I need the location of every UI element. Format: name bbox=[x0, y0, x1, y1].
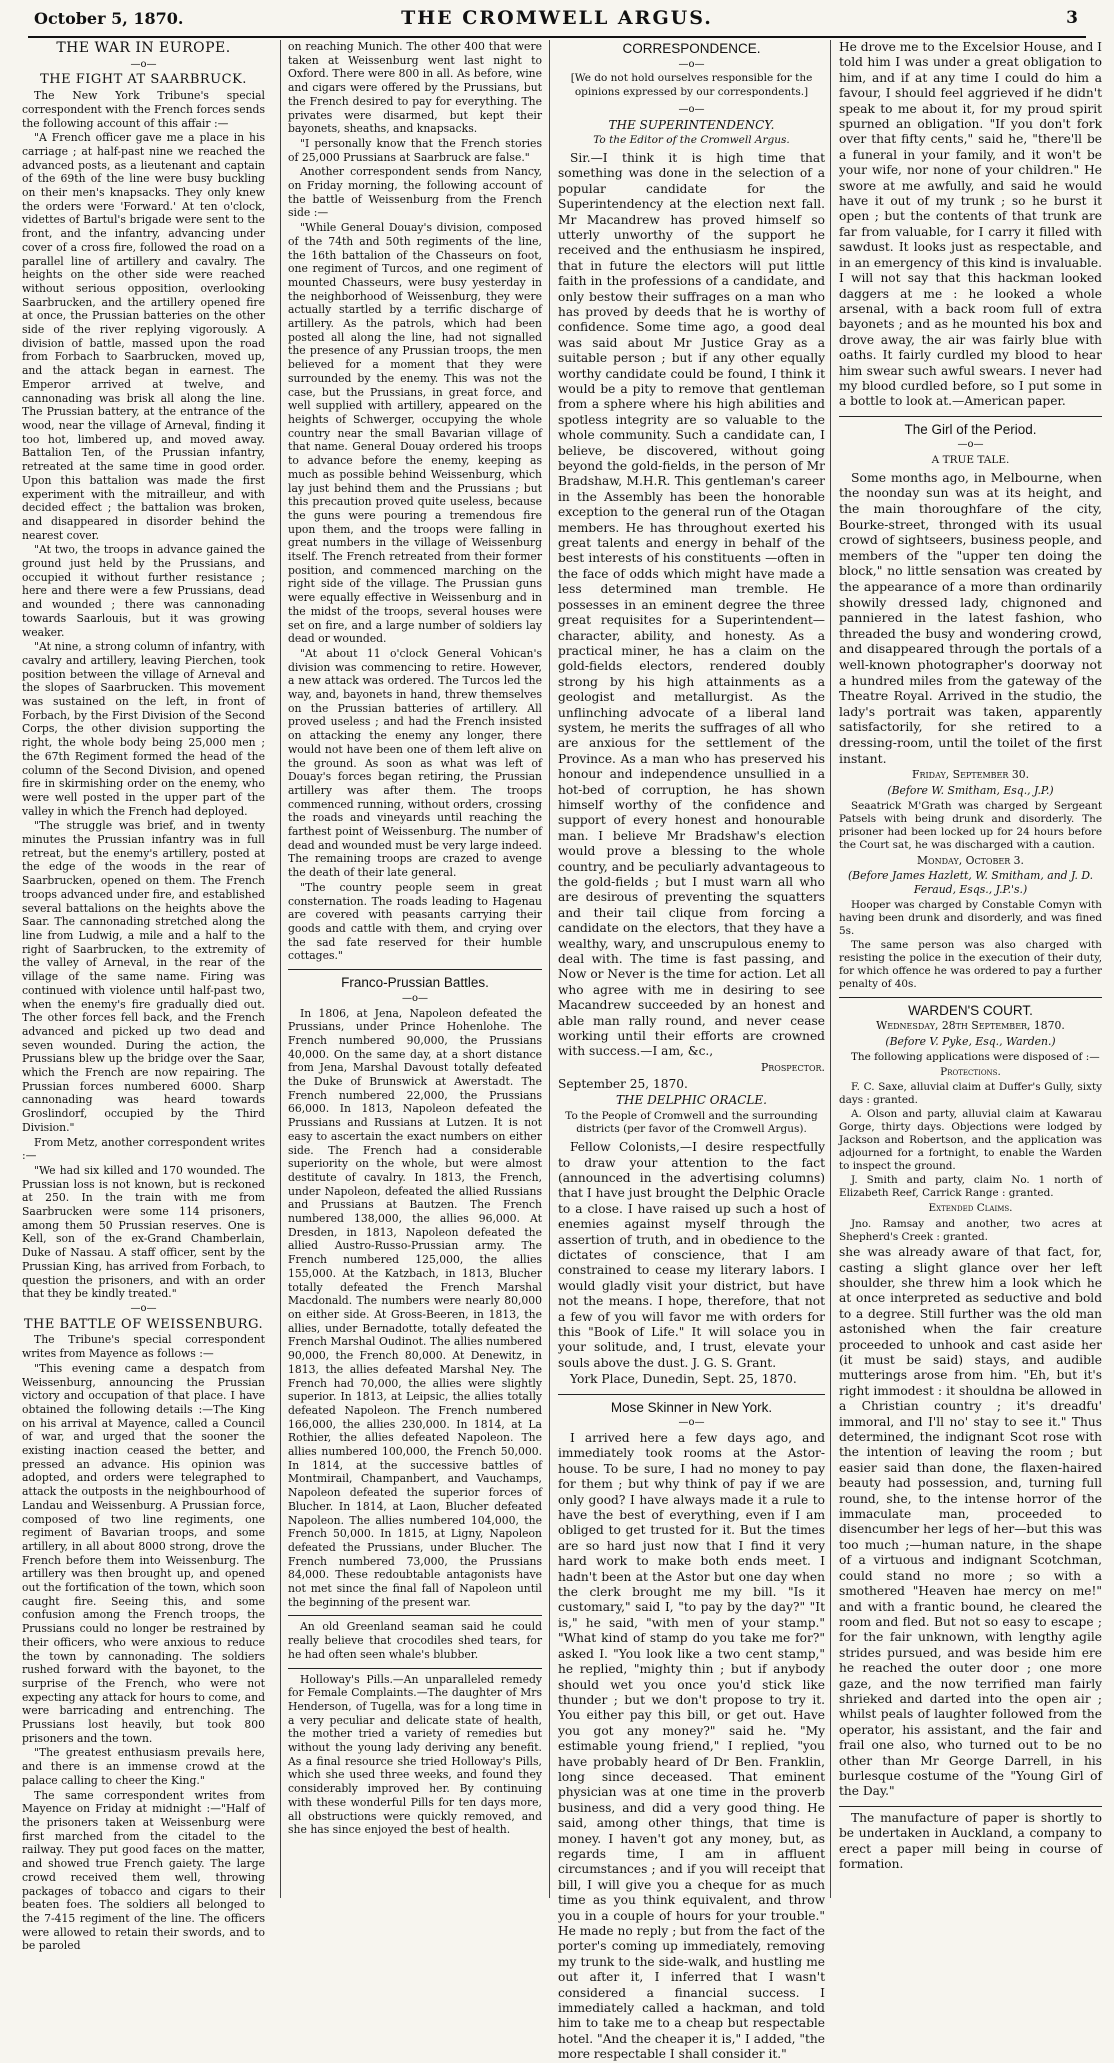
court-date: Friday, September 30. bbox=[911, 768, 1030, 782]
section-heading-war: THE WAR IN EUROPE. bbox=[56, 40, 231, 56]
separator: —o— bbox=[957, 439, 984, 451]
court-case: F. C. Saxe, alluvial claim at Duffer's Gully, sixty days : granted. bbox=[839, 1081, 1102, 1107]
divider bbox=[839, 997, 1102, 998]
paragraph: "At two, the troops in advance gained the ground just held by the Prussians, and occupied it without further resistance ; here and there were a few Prussians, dead and wounded ; there was cannonading towards Saarlouis, but it was growing weaker. bbox=[22, 543, 265, 639]
paragraph: "The greatest enthusiasm prevails here, and there is an immense crowd at the palace calling to cheer the King." bbox=[22, 1746, 265, 1787]
paragraph: An old Greenland seaman said he could really believe that crocodiles shed tears, for he had often seen whale's blubber. bbox=[288, 1620, 542, 1661]
court-case: Jno. Ramsay and another, two acres at Shepherd's Creek : granted. bbox=[839, 1218, 1102, 1244]
article-heading-mose-skinner: Mose Skinner in New York. bbox=[610, 1399, 773, 1415]
court-bench: (Before V. Pyke, Esq., Warden.) bbox=[885, 1035, 1056, 1049]
divider bbox=[839, 416, 1102, 417]
paragraph: she was already aware of that fact, for, casting a slight glance over her left shoulder, she threw him a look which he at once interpreted as seductive and bold to a degree. Still further was the old man astonished when the fair creature proceeded to unhook and cast aside her (it must be said) stays, and audible mutterings arose from him. "Eh, but it's right immodest : it shouldna be allowed in a Christian country ; it's dreadfu' immoral, and I'll no' stay to see it." Thus determined, the indignant Scot rose with the intention of leaving the room ; but easier said than done, the flaxen-haired beauty had possession, and, turning full round, she, to the intense horror of the immaculate man, proceeded to disencumber her legs of her—but this was too much ;—human nature, in the shape of a virtuous and indignant Scotchman, could stand no more ; so with a smothered "Heaven hae mercy on me!" and with a frantic bound, he cleared the room and fled. But not so easy to escape ; for the fair unknown, with lengthy agile strides pursued, and was beside him ere he reached the outer door ; one more gaze, and the now terrified man fairly shrieked and darted into the open air ; whilst peals of laughter followed from the operator, his assistant, and the fair and frail one also, who turned out to be no other than Mr George Darrell, in his burlesque costume of the "Young Girl of the Day." bbox=[839, 1245, 1102, 1799]
paragraph: The Tribune's special correspondent writes from Mayence as follows :— bbox=[22, 1333, 265, 1361]
column-2 bbox=[280, 40, 542, 1898]
paragraph: Another correspondent sends from Nancy, on Friday morning, the following account of the battle of Weissenburg from the French side :— bbox=[288, 165, 542, 220]
paragraph: "I personally know that the French stories of 25,000 Prussians at Saarbruck are false." bbox=[288, 136, 542, 164]
paragraph: The manufacture of paper is shortly to be undertaken in Auckland, a company to erect a paper mill being in course of formation. bbox=[839, 1810, 1102, 1872]
divider bbox=[839, 1806, 1102, 1807]
court-subheading: Extended Claims. bbox=[928, 1202, 1013, 1215]
paragraph: "At about 11 o'clock General Vohican's division was commencing to retire. However, a new attack was ordered. The Turcos led the way, and, bayonets in hand, threw themselves on the Prussian batteries of artillery. All proved useless ; and had the French insisted on attacking the enemy any longer, there would not have been one of them left alive on the ground. As soon as what was left of Douay's forces began retiring, the Prussian artillery was after them. The troops commenced running, without orders, crossing the roads and vineyards until reaching the farthest point of Weissenburg. The number of dead and wounded must be very large indeed. The remaining troops are crazed to avenge the death of their late general. bbox=[288, 646, 542, 880]
article-subheading: A TRUE TALE. bbox=[931, 454, 1010, 467]
section-heading-correspondence: CORRESPONDENCE. bbox=[622, 41, 761, 56]
separator: —o— bbox=[130, 58, 157, 70]
court-case: Hooper was charged by Constable Comyn with having been drunk and disorderly, and was fined 5s. bbox=[839, 898, 1102, 937]
court-case: Seaatrick M'Grath was charged by Sergeant Patsels with being drunk and disorderly. The prisoner had been locked up for 24 hours before the Court sat, he was discharged with a caution. bbox=[839, 799, 1102, 851]
court-bench: (Before W. Smitham, Esq., J.P.) bbox=[887, 783, 1054, 797]
paragraph: "The country people seem in great consternation. The roads leading to Hagenau are covered with peasants carrying their goods and cattle with them, and crying over the sad fate reserved for their humble cottages." bbox=[288, 880, 542, 963]
separator: —o— bbox=[678, 58, 705, 70]
court-bench: (Before James Hazlett, W. Smitham, and J. D. Feraud, Esqs., J.P.'s.) bbox=[847, 869, 1094, 896]
court-date: Monday, October 3. bbox=[917, 853, 1024, 867]
court-case: The following applications were disposed of :— bbox=[851, 1050, 1100, 1063]
paragraph: York Place, Dunedin, Sept. 25, 1870. bbox=[570, 1372, 797, 1387]
column-4 bbox=[830, 40, 1102, 1898]
paragraph: Fellow Colonists,—I desire respectfully to draw your attention to the fact (announced in the advertising columns) that I have just brought the Delphic Oracle to a close. I have raised up such a host of enemies against myself through the assertion of truth, and in obedience to the dictates of conscience, that I am constrained to cease my literary labors. I would gladly visit your district, but have not the means. I hope, therefore, that not a few of you will favor me with orders for this "Book of Life." It will solace you in your solitude, and, I trust, elevate your souls above the dust. J. G. S. Grant. bbox=[558, 1140, 825, 1370]
column-1 bbox=[22, 40, 265, 1953]
paragraph: The New York Tribune's special correspondent with the French forces sends the following account of this affair :— bbox=[22, 89, 265, 130]
court-subheading: Protections. bbox=[940, 1065, 1001, 1078]
separator: —o— bbox=[401, 992, 429, 1004]
paragraph: From Metz, another correspondent writes :— bbox=[22, 1135, 265, 1163]
separator: —o— bbox=[678, 1417, 705, 1429]
dateline: September 25, 1870. bbox=[558, 1076, 688, 1091]
letter-heading-delphic-oracle: THE DELPHIC ORACLE. bbox=[616, 1093, 767, 1107]
paragraph: I arrived here a few days ago, and immediately took rooms at the Astor-house. To be sure, I had no money to pay for them ; but why think of pay if we are only good? I have always made it a rule to have the best of everything, even if I am obliged to get trusted for it. But the times are so hard just now that I find it very hard work to make both ends meet. I hadn't been at the Astor but one day when the clerk brought me my bill. "Is it customary," said I, "to pay by the day?" "It is," he said, "with men of your stamp." "What kind of stamp do you take me for?" asked I. "You look like a two cent stamp," he replied, "mighty thin ; but if anybody should wet you once you'd stick like thunder ; but we don't propose to try it. You either pay this bill, or get out. Have you got any money?" said he. "My estimable young friend," I replied, "you have probably heard of Dr Ben. Franklin, long since deceased. That eminent physician was at one time in the proverb business, and did a very good thing. He said, among other things, that time is money. I haven't got any money, but, as regards time, I am in affluent circumstances ; and if you will receipt that bill, I will give you a cheque for as much time as you think equivalent, and throw you in a couple of hours for your trouble." He made no reply ; but from the fact of the porter's coming up immediately, removing my trunk to the side-walk, and hustling me out after it, I inferred that I wasn't considered a financial success. I immediately called a hackman, and told him to take me to a cheap but respectable hotel. "And the cheaper it is," I added, "the more respectable I shall consider it." bbox=[558, 1431, 825, 2062]
divider bbox=[558, 1394, 825, 1395]
paragraph: "While General Douay's division, composed of the 74th and 50th regiments of the line, the 16th battalion of the Chasseurs on foot, one regiment of Turcos, and one regiment of mounted Chasseurs, were busy yesterday in the neighborhood of Weissenburg, they were actually startled by a terrific discharge of artillery. As the patrols, which had been posted all along the line, had not signalled the presence of any Prussian troops, the men believed for a moment that they were surrounded by the enemy. This was not the case, but the Prussians, in great force, and well supplied with artillery, appeared on the heights of Schwerger, occupying the whole country near the small Bavarian village of that name. General Douay ordered his troops to advance before the enemy, keeping as much as possible behind Weissenburg, which lay just behind them and the Prussians ; but this precaution proved quite useless, because the guns were pouring a tremendous fire upon them, and the troops were falling in great numbers in the village of Weissenburg itself. The French retreated from their former position, and commenced marching on the right side of the village. The Prussian guns were equally effective in Weissenburg and in the midst of the troops, several houses were set on fire, and a large number of soldiers lay dead or wounded. bbox=[288, 221, 542, 646]
article-heading-weissenburg: THE BATTLE OF WEISSENBURG. bbox=[23, 1316, 264, 1332]
divider bbox=[288, 969, 542, 970]
signature: Prospector. bbox=[760, 1060, 825, 1074]
paragraph: on reaching Munich. The other 400 that were taken at Weissenburg went last night to Oxford. There were 800 in all. As before, wine and cigars were offered by the Prussians, but the French desired to pay for everything. The privates were disarmed, but kept their bayonets, sheaths, and knapsacks. bbox=[288, 40, 542, 136]
section-heading-wardens-court: WARDEN'S COURT. bbox=[908, 1002, 1033, 1018]
divider bbox=[288, 1615, 542, 1616]
divider bbox=[288, 1668, 542, 1669]
separator: —o— bbox=[678, 103, 705, 115]
issue-date: October 5, 1870. bbox=[34, 9, 184, 28]
article-heading-saarbruck: THE FIGHT AT SAARBRUCK. bbox=[40, 72, 247, 88]
paragraph: "A French officer gave me a place in his carriage ; at half-past nine we reached the advanced posts, as a lieutenant and captain of the 69th of the line were busy buckling on their men's knapsacks. They only knew the orders were 'Forward.' At ten o'clock, videttes of Bartul's brigade were sent to the front, and the infantry, advancing under cover of a cross fire, followed the road on a parallel line of artillery and cavalry. The heights on the other side were reached without serious opposition, overlooking Saarbrucken, and the artillery opened fire at once, the Prussian batteries on the other side of the river replying vigorously. A division of battle, massed upon the road from Forbach to Saarbrucken, moved up, and the attack began in earnest. The Emperor arrived at twelve, and cannonading was brisk all along the line. The Prussian battery, at the entrance of the wood, near the village of Arneval, finding it too hot, limbered up, and moved away. Battalion Ten, of the Prussian infantry, retreated at the same time in good order. Upon this battalion was made the first experiment with the mitrailleur, and with decided effect ; the battalion was broken, and disappeared in disorder behind the nearest cover. bbox=[22, 131, 265, 542]
paragraph: "At nine, a strong column of infantry, with cavalry and artillery, leaving Pierchen, took position between the village of Arneval and the slopes of Saarbrucken. This movement was sustained on the left, in front of Forbach, by the First Division of the Second Corps, the other division supporting the right, the whole body being 25,000 men ; the 67th Regiment formed the head of the column of the Second Division, and opened fire in skirmishing order on the enemy, who were well posted in the upper part of the valley in which the French had deployed. bbox=[22, 640, 265, 818]
separator: —o— bbox=[130, 1302, 157, 1314]
page-number: 3 bbox=[1066, 8, 1078, 28]
court-case: J. Smith and party, claim No. 1 north of Elizabeth Reef, Carrick Range : granted. bbox=[839, 1174, 1102, 1200]
masthead bbox=[28, 6, 1086, 38]
paragraph: "This evening came a despatch from Weissenburg, announcing the Prussian victory and occupation of that place. I have obtained the following details :—The King on his arrival at Mayence, called a Council of war, and urged that the sooner the existing inaction ceased the better, and pressed an advance. His opinion was adopted, and orders were telegraphed to attack the outposts in the neighbourhood of Landau and Weissenburg. A Prussian force, composed of two line regiments, one regiment of Bavarian troops, and some artillery, in all about 8000 strong, drove the French before them into Weissenburg. The artillery was then brought up, and opened out the fortification of the town, which soon caught fire. Seeing this, and some confusion among the French troops, the Prussians could no longer be restrained by their officers, who were anxious to reduce the town by cannonading. The soldiers rushed forward with the bayonet, to the surprise of the French, who were not expecting any attack for hours to come, and were barricading and entrenching. The Prussians lost heavily, but took 800 prisoners and the town. bbox=[22, 1361, 265, 1745]
paragraph: In 1806, at Jena, Napoleon defeated the Prussians, under Prince Hohenlohe. The French numbered 90,000, the Prussians 40,000. On the same day, at a short distance from Jena, Marshal Davoust totally defeated the Duke of Brunswick at Awerstadt. The French numbered 22,000, the Prussians 66,000. In 1813, Napoleon defeated the Prussians and Russians at Lutzen. It is not easy to ascertain the exact numbers on either side. The French had a considerable superiority on the whole, but were almost destitute of cavalry. In 1813, the French, under Napoleon, defeated the allied Russians and Prussians at Bautzen. The French numbered 138,000, the allies 96,000. At Dresden, in 1813, Napoleon defeated the allied Austro-Russo-Prussian army. The French numbered 125,000, the allies 155,000. At the Katzbach, in 1813, Blucher totally defeated the French Marshal Macdonald. The numbers were nearly 80,000 on either side. At Gross-Beeren, in 1813, the allies, under Bernadotte, totally defeated the French Marshal Oudinot. The allies numbered 90,000, the French 80,000. At Denewitz, in 1813, the allies defeated Marshal Ney. The French had 70,000, the allies were slightly superior. In 1813, at Leipsic, the allies totally defeated Napoleon. The French numbered 166,000, the allies 230,000. In 1814, at La Rothier, the allies defeated Napoleon. The allies numbered 100,000, the French 50,000. In 1814, at the successive battles of Montmirail, Champanbert, and Vauchamps, Napoleon defeated the superior forces of Blucher. In 1814, at Laon, Blucher defeated Napoleon. The allies numbered 104,000, the French 50,000. In 1815, at Ligny, Napoleon defeated the Prussians, under Blucher. The French numbered 73,000, the Prussians 84,000. These redoubtable antagonists have not met since the final fall of Napoleon until the beginning of the present war. bbox=[288, 1006, 542, 1609]
court-case: The same person was also charged with resisting the police in the execution of their duty, for which offence he was ordered to pay a further penalty of 40s. bbox=[839, 938, 1102, 990]
letter-addressee: To the People of Cromwell and the surrounding districts (per favor of the Cromwell Argus). bbox=[565, 1109, 818, 1136]
paragraph: Some months ago, in Melbourne, when the noonday sun was at its height, and the main thoroughfare of the city, Bourke-street, thronged with its usual crowd of sightseers, business people, and members of the "upper ten doing the block," no little sensation was created by the appearance of a more than ordinarily showily dressed lady, chignoned and panniered in the latest fashion, who threaded the busy and wondering crowd, and disappeared through the portals of a well-known photographer's doorway not a hundred miles from the gateway of the Theatre Royal. Arrived in the studio, the lady's portrait was taken, apparently satisfactorily, for she retired to a dressing-room, until the toilet of the first instant. bbox=[839, 469, 1102, 766]
editorial-note: [We do not hold ourselves responsible for the opinions expressed by our correspondents.] bbox=[570, 72, 813, 99]
paragraph: "The struggle was brief, and in twenty minutes the Prussian infantry was in full retreat, but the enemy's artillery, posted at the edge of the woods in the rear of Saarbrucken, opened on them. The French troops advanced under fire, and established several battalions on the heights above the Saar. The cannonading stretched along the line from Ludwig, a mile and a half to the right of Saarbrucken, to the extremity of the valley of Arneval, in the rear of the village of the same name. Firing was continued with violence until half-past two, when the enemy's fire gradually died out. The other forces fell back, and the French advanced and picked up two dead and seven wounded. During the action, the Prussians blew up the bridge over the Saar, which the French are now repairing. The Prussian forces numbered 6000. Sharp cannonading was heard towards Groslindorf, occupied by the Third Division." bbox=[22, 819, 265, 1134]
newspaper-title: THE CROMWELL ARGUS. bbox=[401, 7, 713, 29]
court-case: A. Olson and party, alluvial claim at Kawarau Gorge, thirty days. Objections were lodged by Jackson and Robertson, and the application was adjourned for a fortnight, to enable the Warden to inspect the ground. bbox=[839, 1108, 1102, 1173]
paragraph: "We had six killed and 170 wounded. The Prussian loss is not known, but is reckoned at 250. In the train with me from Saarbrucken were some 114 prisoners, among them 50 Prussian reserves. One is Kell, son of the ex-Grand Chamberlain, Duke of Nassau. A staff officer, sent by the Prussian King, has arrived from Forbach, to question the prisoners, and with an order that they be kindly treated." bbox=[22, 1163, 265, 1301]
paragraph: The same correspondent writes from Mayence on Friday at midnight :—"Half of the prisoners taken at Weissenburg were first marched from the citadel to the railway. They put good faces on the matter, and showed true French gaiety. The large crowd received them well, throwing packages of tobacco and cigars to their beaten foes. The soldiers all belonged to the 7-415 regiment of the line. The officers were allowed to retain their swords, and to be paroled bbox=[22, 1788, 265, 1953]
article-heading-franco-prussian: Franco-Prussian Battles. bbox=[341, 975, 489, 991]
paragraph: Holloway's Pills.—An unparalleled remedy for Female Complaints.—The daughter of Mrs Henderson, of Tugella, was for a long time in a very peculiar and delicate state of health, the mother tried a variety of remedies but without the young lady deriving any benefit. As a final resource she tried Holloway's Pills, which she used three weeks, and found they considerably improved her. By continuing with these wonderful Pills for ten days more, all obstructions were quickly removed, and she has since enjoyed the best of health. bbox=[288, 1672, 542, 1837]
paragraph: He drove me to the Excelsior House, and I told him I was under a great obligation to him, and if at any time I could do him a favour, I should feel aggrieved if he didn't speak to me about it, for my proud spirit spurned an obligation. "If you don't fork over that fifty cents," said he, "there'll be a funeral in your family, and it won't be your wife, nor none of your children." He swore at me awfully, and said he would have it out of my trunk ; so he burst it open ; but the contents of that trunk are far from valuable, for I carry it filled with sawdust. It looks just as respectable, and in an emergency of this kind is invaluable. I will not say that this hackman looked daggers at me : he looked a whole arsenal, with a back room full of extra bayonets ; and as he mounted his box and drove away, the air was fairly blue with oaths. It fairly curdled my blood to hear him swear such awful swears. I never had my blood curdled before, so I put some in a bottle to look at.—American paper. bbox=[839, 40, 1102, 409]
letter-heading-superintendency: THE SUPERINTENDENCY. bbox=[608, 117, 775, 132]
paragraph: Sir.—I think it is high time that something was done in the selection of a popular candidate for the Superintendency at the election next fall. Mr Macandrew has proved himself so utterly unworthy of the support he received and the enthusiasm he inspired, that in future the electors will put little faith in the professions of a candidate, and only bestow their suffrages on a man who has proved by deeds that he is worthy of confidence. Some time ago, a good deal was said about Mr Justice Gray as a suitable person ; but if any other equally worthy candidate could be found, I think it would be a pity to remove that gentleman from a sphere where his high abilities and spotless integrity are so valuable to the whole community. Such a candidate can, I believe, be discovered, without going beyond the gold-fields, in the person of Mr Bradshaw, M.H.R. This gentleman's career in the Assembly has been the honorable exception to the general run of the Otagan members. He has throughout exerted his great talents and energy in behalf of the best interests of his constituents —often in the face of odds which might have made a less determined man tremble. He possesses in an eminent degree the three great requisites for a Superintendent—character, ability, and honesty. As a practical miner, he has a claim on the gold-fields electors, rendered doubly strong by his high attainments as a geologist and metallurgist. As the unflinching advocate of a liberal land system, he merits the suffrages of all who are anxious for the settlement of the Province. As a man who has preserved his honour and independence unsullied in a hot-bed of corruption, he has shown himself worthy of the confidence and support of every honest and honourable man. I believe Mr Bradshaw's election would prove a blessing to the whole country, and be peculiarly advantageous to the gold-fields ; but I must warn all who are desirous of preventing the squatters and their tail clique from forcing a candidate on the electors, that they have a wealthy, wary, and unscrupulous enemy to deal with. The time is fast passing, and Now or Never is the time for action. Let all who agree with me in desiring to see Macandrew succeeded by an honest and able man rally round, and never cease working until their efforts are crowned with success.—I am, &c., bbox=[558, 150, 825, 1059]
letter-addressee: To the Editor of the Cromwell Argus. bbox=[593, 134, 790, 147]
court-date: Wednesday, 28th September, 1870. bbox=[876, 1019, 1065, 1033]
article-heading-girl-of-period: The Girl of the Period. bbox=[904, 421, 1037, 437]
column-3 bbox=[549, 40, 825, 2062]
